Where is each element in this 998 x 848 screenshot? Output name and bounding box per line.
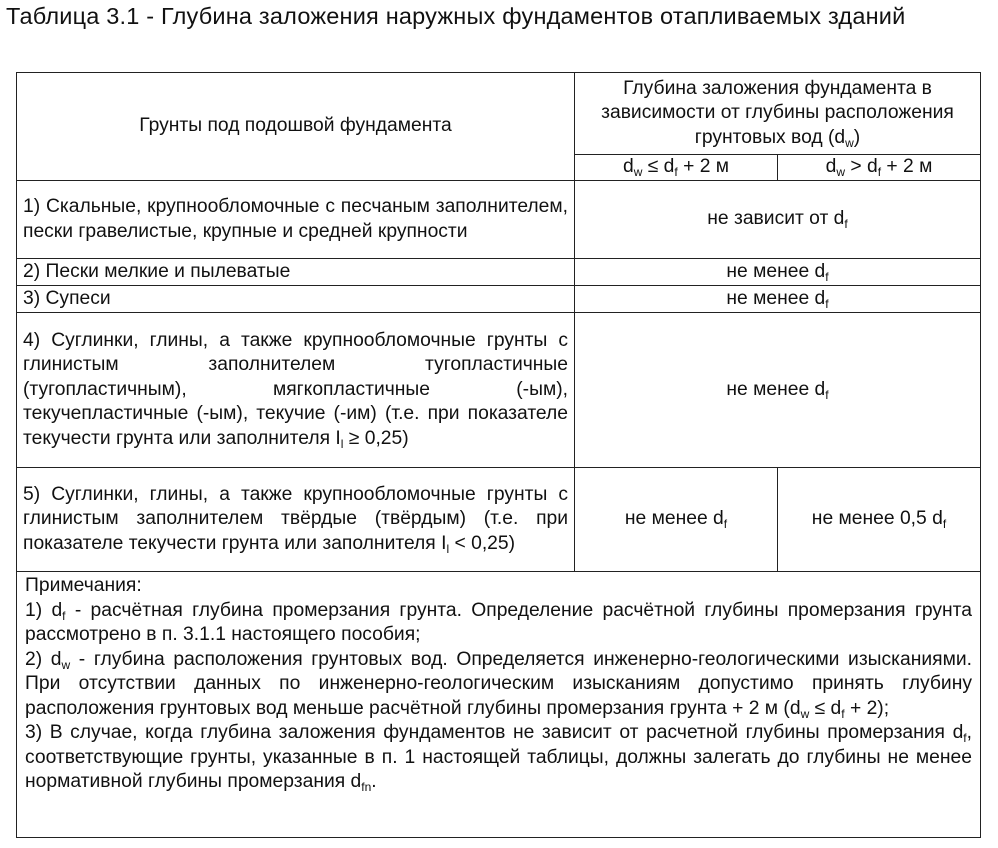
h1a: d [622, 156, 634, 178]
foundation-depth-table [16, 72, 981, 838]
header-sub2 [778, 155, 981, 181]
note-1 [25, 599, 972, 648]
h2mid: > d [845, 156, 878, 178]
header-soils-label: Грунты под подошвой фундамента [139, 115, 452, 137]
depth-value: не менее d [624, 508, 724, 530]
header-depth-group-end: ) [853, 126, 861, 148]
h2end: + 2 м [881, 156, 933, 178]
depth-sub: f [825, 296, 829, 311]
table-title: Таблица 3.1 - Глубина заложения наружных фундаментов отапливаемых зданий [6, 3, 906, 29]
header-depth-group [575, 73, 981, 155]
depth-sub: f [723, 517, 728, 532]
note-2-sub2: w [800, 706, 810, 721]
depth-sub: f [825, 269, 829, 284]
table-row [17, 468, 981, 572]
note-3-a: 3) В случае, когда глубина заложения фундаментов не зависит от расчетной глубины промерзания d [25, 722, 964, 743]
note-3-sub: f [963, 731, 967, 745]
soil-cell [17, 313, 575, 468]
h1mid-sub: f [674, 165, 678, 180]
depth-value: не зависит от d [707, 208, 845, 230]
soil-text-end: < 0,25) [449, 532, 516, 554]
note-1-b: - расчётная глубина промерзания грунта. Определение расчётной глубины промерзания грунта рассмотрено в п. 3.1.1 настоящего пособия; [25, 599, 972, 645]
depth-cell-shallow [575, 468, 778, 572]
header-depth-group-label: Глубина заложения фундамента в зависимости от глубины расположения грунтовых вод (d [601, 77, 954, 148]
depth-value: не менее d [726, 378, 826, 400]
soil-sub: l [340, 436, 344, 451]
note-1-a: 1) d [25, 599, 63, 621]
depth-cell [575, 286, 981, 313]
table-row [17, 286, 981, 313]
note-2 [25, 648, 972, 722]
note-3 [25, 721, 972, 795]
table-row [17, 259, 981, 286]
sub-w: w [845, 135, 854, 150]
depth-sub: f [844, 217, 848, 232]
soil-cell: 1) Скальные, крупнообломочные с песчаным заполнителем, пески гравелистые, крупные и средней крупности [17, 181, 575, 259]
h1mid: ≤ d [642, 156, 675, 178]
soil-text: 4) Суглинки, глины, а также крупнообломочные грунты с глинистым заполнителем тугопластичные (тугопластичным), мягкопластичные (-ым), текучепластичные (-ым), текучие (-им) (т.е. при показателе текучести грунта или заполнителя I [23, 329, 568, 449]
depth-cell [575, 313, 981, 468]
note-2-b: - глубина расположения грунтовых вод. Определяется инженерно-геологическими изысканиями. При отсутствии данных по инженерно-геологическим изысканиям допустимо принять глубину расположения грунтовых вод меньше расчётной глубины промерзания грунта + 2 м (d [25, 648, 972, 719]
table-row [17, 181, 981, 259]
depth-sub: f [825, 387, 829, 402]
depth-sub: f [942, 517, 947, 532]
depth-value: не менее 0,5 d [811, 508, 943, 530]
notes-cell [17, 572, 981, 838]
soil-text-end: ≥ 0,25) [343, 427, 409, 449]
soil-cell [17, 468, 575, 572]
note-3-sub2: fn [361, 780, 372, 794]
h2a-sub: w [836, 165, 846, 180]
note-2-d: + 2); [844, 697, 890, 719]
notes-heading: Примечания: [25, 575, 142, 596]
note-2-c: ≤ d [809, 697, 842, 719]
note-3-c: . [371, 771, 377, 792]
depth-cell-deep [778, 468, 981, 572]
note-2-sub: w [61, 657, 71, 672]
depth-cell [575, 181, 981, 259]
header-soils [17, 73, 575, 181]
h1a-sub: w [633, 165, 643, 180]
soil-text: 5) Суглинки, глины, а также крупнообломочные грунты с глинистым заполнителем твёрдые (твёрдым) (т.е. при показателе текучести грунта или заполнителя I [23, 483, 568, 554]
soil-cell: 2) Пески мелкие и пылеватые [17, 259, 575, 286]
soil-sub: l [446, 541, 450, 556]
h2a: d [825, 156, 837, 178]
h1end: + 2 м [677, 156, 730, 178]
note-2-sub3: f [841, 706, 845, 721]
depth-value: не менее d [726, 287, 826, 309]
h2mid-sub: f [877, 165, 882, 180]
note-2-a: 2) d [25, 648, 62, 670]
depth-value: не менее d [726, 260, 826, 282]
table-row [17, 313, 981, 468]
header-sub1 [575, 155, 778, 181]
note-3-b: , соответствующие грунты, указанные в п. 1 настоящей таблицы, должны залегать до глубины не менее нормативной глубины промерзания d [25, 722, 972, 792]
depth-cell [575, 259, 981, 286]
soil-cell: 3) Супеси [17, 286, 575, 313]
notes-row [17, 572, 981, 838]
note-1-sub: f [62, 608, 66, 623]
